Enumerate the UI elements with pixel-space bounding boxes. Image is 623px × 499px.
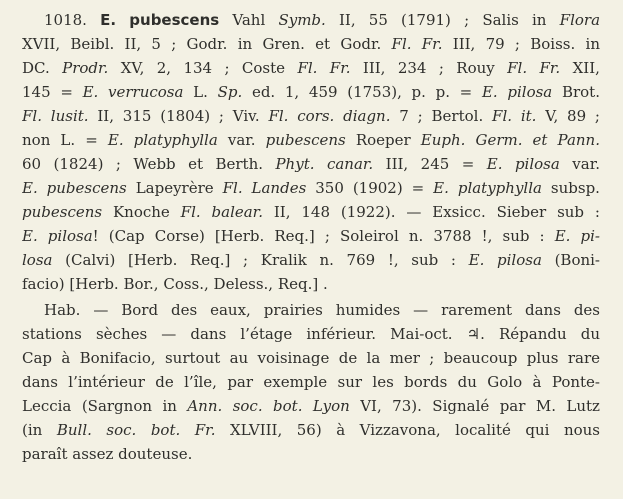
ref-text: Roeper	[355, 131, 411, 149]
entry-line-7	[22, 152, 600, 176]
habitat-text: VI, 73). Signalé par M. Lutz	[360, 397, 600, 415]
habitat-text: Cap à Bonifacio, surtout au voisinage de la mer ; beaucoup plus rare	[22, 349, 600, 367]
ref-pubescens: pubescens	[265, 131, 346, 149]
ref-sp: Sp.	[217, 83, 243, 101]
ref-text: var.	[227, 131, 256, 149]
ref-text: II, 148 (1922). — Exsicc. Sieber sub :	[273, 203, 600, 221]
ref-fl-fr: Fl. Fr.	[297, 59, 351, 77]
ref-fl-fr: Fl. Fr.	[391, 35, 443, 53]
entry-line-3	[22, 56, 600, 80]
habitat-text: dans l’intérieur de l’île, par exemple sur les bords du Golo à Ponte-	[22, 373, 600, 391]
ref-text: Knoche	[112, 203, 170, 221]
ref-euph: Euph. Germ. et Pann.	[420, 131, 600, 149]
ref-text: ! (Cap Corse) [Herb. Req.] ; Soleirol n. 3788 !, sub :	[92, 227, 545, 245]
entry-line-5	[22, 104, 600, 128]
ref-text: XII,	[572, 59, 600, 77]
habitat-line-4	[22, 370, 600, 394]
ref-pilosa: E. pilosa	[22, 227, 93, 245]
entry-line-8	[22, 176, 600, 200]
ref-text: (Boni-	[554, 251, 600, 269]
entry-line-4	[22, 80, 600, 104]
ref-text: 7 ; Bertol.	[399, 107, 484, 125]
ref-verrucosa: E. verrucosa	[82, 83, 184, 101]
ref-text: 350 (1902) =	[315, 179, 425, 197]
habitat-line-3	[22, 346, 600, 370]
flora-entry	[22, 8, 600, 466]
species-author: Vahl	[232, 11, 266, 29]
ref-phyt: Phyt. canar.	[275, 155, 374, 173]
ref-text: Brot.	[561, 83, 600, 101]
ref-fl-balear: Fl. balear.	[180, 203, 263, 221]
ref-e-pi: E. pi-	[554, 227, 600, 245]
ref-text: subsp.	[550, 179, 600, 197]
ref-text: II, 315 (1804) ; Viv.	[97, 107, 260, 125]
ref-losa: losa	[22, 251, 53, 269]
habitat-line-5	[22, 394, 600, 418]
ref-text: facio) [Herb. Bor., Coss., Deless., Req.] .	[22, 275, 328, 293]
habitat-line-7	[22, 442, 600, 466]
ref-pilosa: E. pilosa	[486, 155, 560, 173]
ref-pubescens: pubescens	[22, 203, 103, 221]
ref-text: XV, 2, 134 ; Coste	[120, 59, 286, 77]
ref-platyphylla: E. platyphylla	[107, 131, 218, 149]
entry-line-6	[22, 128, 600, 152]
habitat-line-1	[22, 298, 600, 322]
ref-text: DC.	[22, 59, 50, 77]
ref-bull-soc-bot: Bull. soc. bot. Fr.	[56, 421, 216, 439]
ref-text: Lapeyrère	[135, 179, 214, 197]
ref-text: var.	[572, 155, 600, 173]
ref-text: L.	[193, 83, 208, 101]
ref-ann-soc-bot: Ann. soc. bot. Lyon	[187, 397, 350, 415]
ref-text: III, 79 ; Boiss. in	[452, 35, 600, 53]
habitat-text: Hab. — Bord des eaux, prairies humides — rarement dans des	[44, 301, 600, 319]
ref-text: ed. 1, 459 (1753), p. p. =	[251, 83, 473, 101]
ref-symb: Symb.	[278, 11, 326, 29]
ref-symb-cite: II, 55 (1791) ; Salis in	[338, 11, 547, 29]
ref-fl-lusit: Fl. lusit.	[22, 107, 89, 125]
ref-text: non L. =	[22, 131, 98, 149]
ref-text: 60 (1824) ; Webb et Berth.	[22, 155, 263, 173]
genus-abbr: E.	[100, 11, 117, 29]
entry-line-1	[22, 8, 600, 32]
ref-fl-cors: Fl. cors. diagn.	[268, 107, 391, 125]
habitat-text: XLVIII, 56) à Vizzavona, localité qui nous	[230, 421, 600, 439]
species-name: pubescens	[129, 11, 220, 29]
ref-fl-it: Fl. it.	[492, 107, 537, 125]
entry-line-9	[22, 200, 600, 224]
habitat-text: . Répandu du	[480, 325, 600, 343]
habitat-text: stations sèches — dans l’étage inférieur. Mai-oct.	[22, 325, 453, 343]
ref-e-pubescens: E. pubescens	[22, 179, 127, 197]
ref-text: III, 245 =	[385, 155, 475, 173]
ref-pilosa: E. pilosa	[468, 251, 542, 269]
habitat-text: Leccia (Sargnon in	[22, 397, 177, 415]
entry-line-12	[22, 272, 600, 296]
ref-text: (Calvi) [Herb. Req.] ; Kralik n. 769 !, sub :	[65, 251, 456, 269]
ref-text: 145 =	[22, 83, 73, 101]
entry-line-2	[22, 32, 600, 56]
habitat-line-6	[22, 418, 600, 442]
perennial-symbol-icon: ♃	[466, 325, 481, 343]
ref-text: V, 89 ;	[545, 107, 600, 125]
ref-prodr: Prodr.	[62, 59, 109, 77]
entry-line-10	[22, 224, 600, 248]
ref-text: XVII, Beibl. II, 5 ; Godr. in Gren. et Godr.	[22, 35, 382, 53]
ref-text: III, 234 ; Rouy	[362, 59, 495, 77]
habitat-text: (in	[22, 421, 43, 439]
habitat-line-2	[22, 322, 600, 346]
ref-pilosa: E. pilosa	[481, 83, 553, 101]
entry-number: 1018.	[44, 11, 87, 29]
ref-fl-fr: Fl. Fr.	[507, 59, 561, 77]
ref-fl-landes: Fl. Landes	[222, 179, 307, 197]
ref-platyphylla: E. platyphylla	[433, 179, 542, 197]
habitat-text: paraît assez douteuse.	[22, 445, 193, 463]
entry-line-11	[22, 248, 600, 272]
ref-flora: Flora	[559, 11, 600, 29]
